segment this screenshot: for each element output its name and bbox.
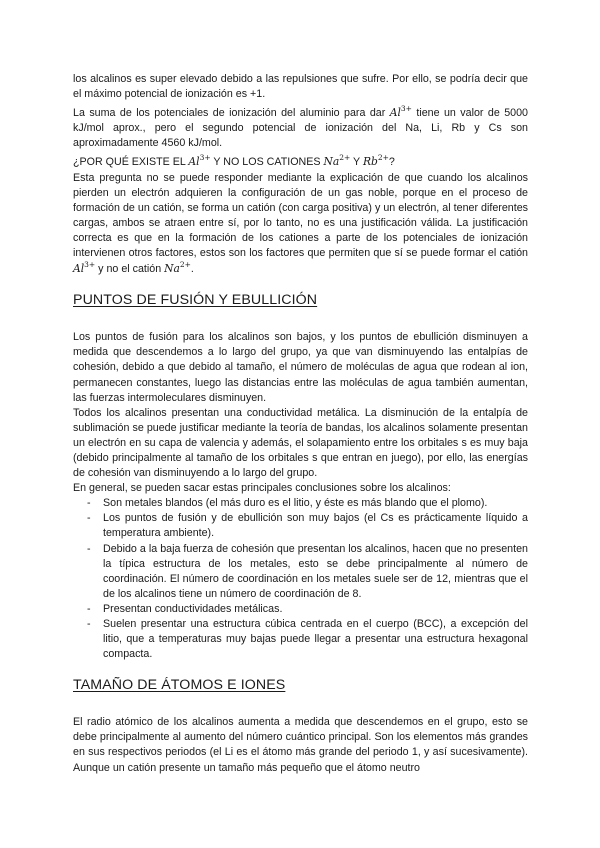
list-item: - Debido a la baja fuerza de cohesión que presentan los alcalinos, hacen que no presenten la típica estructura de los metales, esto se debe principalmente al número de coordinación. El número de coordinación en los metales suele ser de 12, mientras que el de los alcalinos tiene un número de coordinación de 8.: [73, 542, 528, 602]
section-title-fusion: PUNTOS DE FUSIÓN Y EBULLICIÓN: [73, 292, 318, 309]
section2-paragraph-1: El radio atómico de los alcalinos aumenta a medida que descendemos en el grupo, esto se debe principalmente al aumento del número cuántico principal. Son los elementos más grandes en sus respectivos periodos (el Li es el átomo más grande del periodo 1, y así sucesivamente). Aunque un catión presente un tamaño más pequeño que el átomo neutro: [73, 716, 528, 774]
section1-paragraph-1: Los puntos de fusión para los alcalinos son bajos, y los puntos de ebullición disminuyen a medida que descendemos a lo largo del grupo, ya que van disminuyendo las entalpías de cohesión, debido a que debido al tamaño, el número de moléculas de agua que rodean al ion, permanecen constantes, luego las distancias entre las moléculas de agua también aumentan, las fuerzas intermoleculares disminuyen.: [73, 331, 528, 404]
list-item: - Presentan conductividades metálicas.: [73, 602, 528, 617]
p2-text-before: La suma de los potenciales de ionización del aluminio para dar: [73, 107, 390, 120]
section1-paragraph-2: Todos los alcalinos presentan una conductividad metálica. La disminución de la entalpía de sublimación se puede justificar mediante la teoría de bandas, los alcalinos solamente presentan un electrón en su capa de valencia y además, el solapamiento entre los orbitales s es muy baja (debido principalmente al tamaño de los orbitales s que entran en juego), por ello, las energías de cohesión van disminuyendo a lo largo del grupo.: [73, 406, 528, 480]
page-content: [73, 72, 528, 776]
question-heading: ¿POR QUÉ EXISTE EL $Al^{3+}$ Y NO LOS CATIONES $Na^{2+}$ Y $Rb^{2+}$?: [73, 153, 395, 169]
formula-rb2plus: $Rb^{2+}$: [362, 153, 389, 169]
formula-na2plus: $Na^{2+}$: [164, 260, 191, 276]
intro-paragraph-3: Esta pregunta no se puede responder mediante la explicación de que cuando los alcalinos pierden un electrón adquieren la configuración de un gas noble, porque en el proceso de formación de un catión, se forma un catión (con carga positiva) y un electrón, al tener diferentes cargas, ambos se atraen entre sí, por lo tanto, no es una justificación válida. La justificación correcta es que en la formación de los cationes a parte de los potenciales de ionización intervienen otros factores, estos son los factores que permiten que sí se puede formar el catión $Al^{3+}$ y no el catión $Na^{2+}$.: [73, 171, 528, 276]
section-title-size: TAMAÑO DE ÁTOMOS E IONES: [73, 677, 286, 694]
intro-paragraph-1: los alcalinos es super elevado debido a las repulsiones que sufre. Por ello, se podría decir que el máximo potencial de ionización es +1.: [73, 73, 528, 101]
list-item: - Los puntos de fusión y de ebullición son muy bajos (el Cs es prácticamente líquido a temperatura ambiente).: [73, 511, 528, 541]
list-item: - Son metales blandos (el más duro es el litio, y éste es más blando que el plomo).: [73, 496, 528, 511]
intro-paragraph-2: [73, 105, 528, 151]
section1-paragraph-3: En general, se pueden sacar estas principales conclusiones sobre los alcalinos:: [73, 482, 451, 495]
list-item: - Suelen presentar una estructura cúbica centrada en el cuerpo (BCC), a excepción del litio, que a temperaturas muy bajas puede llegar a presentar una estructura hexagonal compacta.: [73, 617, 528, 662]
p2-text-after: tiene un valor de 5000 kJ/mol aprox., pero el segundo potencial de ionización del Na, Li, Rb y Cs son aproximadamente 4560 kJ/mol.: [73, 107, 528, 150]
formula-al3plus: $Al^{3+}$: [73, 260, 96, 276]
formula-al3plus: $Al^{3+}$: [188, 153, 211, 169]
formula-al3plus: $Al^{3+}$: [389, 104, 412, 120]
conclusions-list: [73, 496, 528, 662]
formula-na2plus: $Na^{2+}$: [323, 153, 351, 169]
